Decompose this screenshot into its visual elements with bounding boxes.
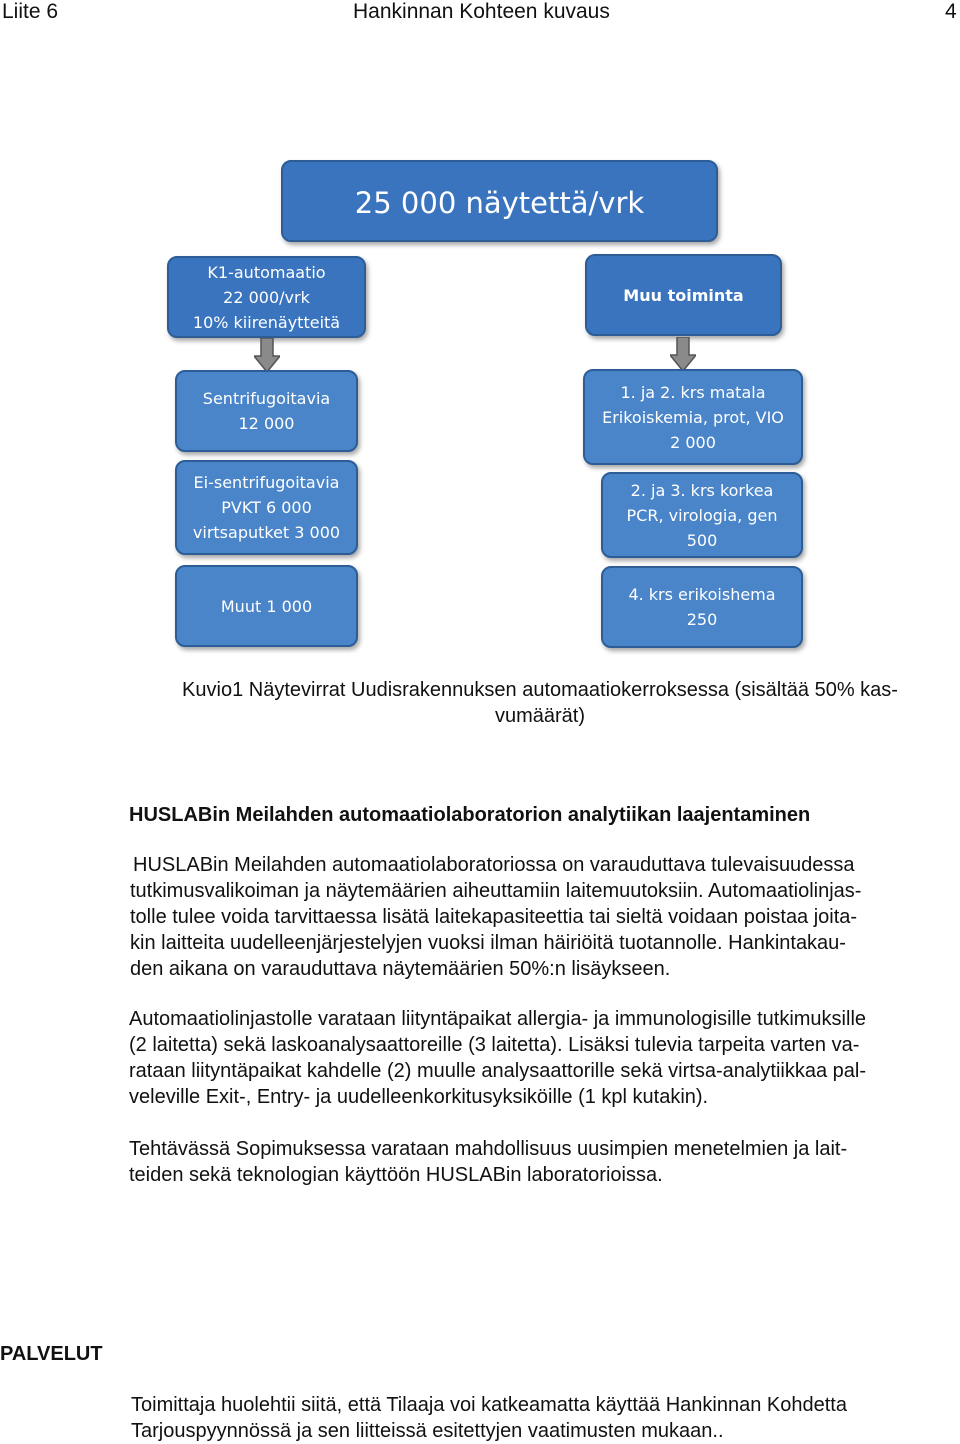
paragraph (129, 1136, 939, 1188)
services-paragraph (131, 1392, 951, 1444)
text-line: kin laitteita uudelleenjärjestelyjen vuoksi ilman häiriöitä tuotannolle. Hankintakau- (130, 932, 846, 954)
floor-1-2-line3: 2 000 (670, 432, 716, 452)
floor-1-2-line2: Erikoiskemia, prot, VIO (602, 407, 784, 427)
other-activity-box (585, 254, 782, 336)
text-line: tolle tulee voida tarvittaessa lisätä laitekapasiteettia tai sieltä voidaan poistaa joita- (130, 906, 858, 928)
caption-line: Kuvio1 Näytevirrat Uudisrakennuksen automaatiokerroksessa (sisältää 50% kas- (182, 679, 898, 701)
text-line: HUSLABin Meilahden automaatiolaboratoriossa on varauduttava tulevaisuudessa (133, 854, 855, 876)
floor-1-2-line1: 1. ja 2. krs matala (620, 382, 766, 402)
caption-line: vumäärät) (494, 705, 586, 727)
centrifugable-line1: Sentrifugoitavia (202, 389, 331, 408)
services-heading: PALVELUT (0, 1343, 103, 1365)
text-line: veleville Exit-, Entry- ja uudelleenkorkitusyksiköille (1 kpl kutakin). (129, 1086, 709, 1108)
non-centrifugable-line3: virtsaputket 3 000 (192, 523, 341, 542)
figure-caption (130, 677, 950, 729)
non-centrifugable-line2: PVKT 6 000 (221, 498, 312, 517)
total-samples-label: 25 000 näytettä/vrk (354, 186, 645, 220)
page-number: 4 (945, 0, 957, 23)
total-samples-box (281, 160, 718, 242)
other-samples-box (175, 565, 358, 647)
floor-2-3-line1: 2. ja 3. krs korkea (630, 480, 774, 500)
centrifugable-box (175, 370, 358, 452)
text-line: teiden sekä teknologian käyttöön HUSLABin laboratorioissa. (129, 1164, 663, 1186)
floor-4-line2: 250 (686, 610, 718, 629)
floor-2-3-box (601, 472, 803, 558)
non-centrifugable-box (175, 460, 358, 555)
other-samples-label: Muut 1 000 (220, 596, 313, 616)
paragraph (130, 852, 930, 982)
text-line: tutkimusvalikoiman ja näytemäärien aiheuttamiin laitemuutoksiin. Automaatiolinjas- (130, 880, 862, 902)
non-centrifugable-line1: Ei-sentrifugoitavia (193, 473, 340, 492)
floor-4-box (601, 566, 803, 648)
centrifugable-line2: 12 000 (238, 414, 295, 433)
k1-line1: K1-automaatio (207, 262, 326, 282)
text-line: Tarjouspyynnössä ja sen liitteissä esitettyjen vaatimusten mukaan.. (131, 1420, 724, 1442)
floor-4-line1: 4. krs erikoishema (628, 585, 776, 604)
other-activity-label: Muu toiminta (623, 285, 744, 305)
header-left: Liite 6 (2, 0, 59, 23)
text-line: rataan liityntäpaikat kahdelle (2) muulle analysaattorille sekä virtsa-analytiikkaa pal- (129, 1060, 867, 1082)
floor-1-2-box (583, 369, 803, 465)
text-line: (2 laitetta) sekä laskoanalysaattoreille (3 laitetta). Lisäksi tulevia tarpeita varten va- (129, 1034, 860, 1056)
k1-line2: 22 000/vrk (223, 287, 310, 307)
header-title: Hankinnan Kohteen kuvaus (353, 0, 610, 23)
section-heading: HUSLABin Meilahden automaatiolaboratorion analytiikan laajentaminen (129, 804, 811, 826)
text-line: Tehtävässä Sopimuksessa varataan mahdollisuus uusimpien menetelmien ja lait- (129, 1138, 848, 1160)
floor-2-3-line3: 500 (686, 530, 718, 550)
text-line: den aikana on varauduttava näytemäärien 50%:n lisäykseen. (130, 958, 671, 980)
arrow-down-icon (670, 337, 696, 371)
floor-2-3-line2: PCR, virologia, gen (626, 505, 778, 525)
text-line: Toimittaja huolehtii siitä, että Tilaaja voi katkeamatta käyttää Hankinnan Kohdetta (131, 1394, 847, 1416)
text-line: Automaatiolinjastolle varataan liityntäpaikat allergia- ja immunologisille tutkimuksille (129, 1008, 867, 1030)
k1-automation-box (167, 256, 366, 338)
arrow-down-icon (254, 338, 280, 372)
k1-line3: 10% kiirenäytteitä (192, 312, 341, 332)
paragraph (129, 1006, 939, 1110)
